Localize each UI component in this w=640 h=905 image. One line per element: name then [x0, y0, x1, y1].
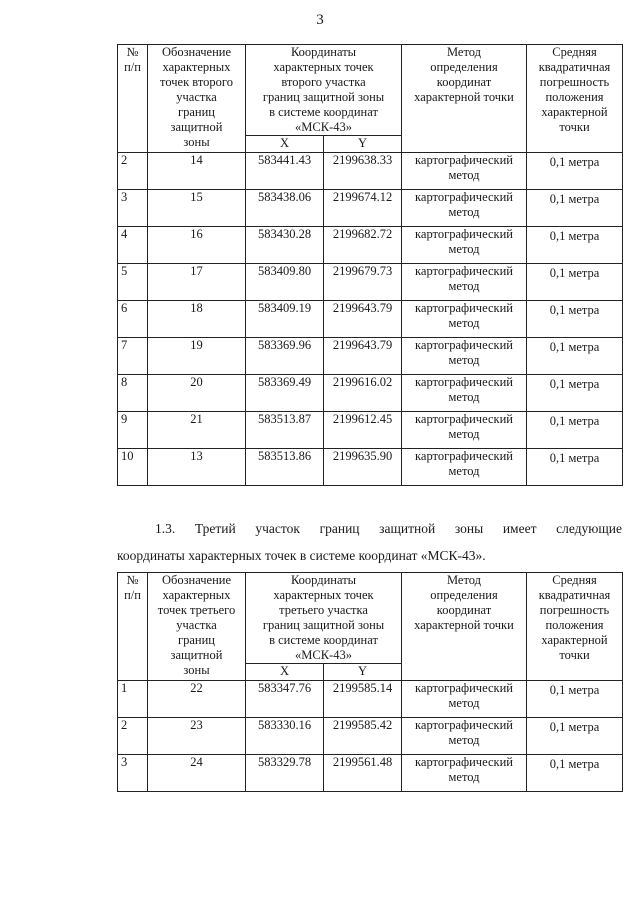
cell-error: 0,1 метра — [527, 338, 623, 375]
cell-y: 2199616.02 — [324, 375, 402, 412]
table-row — [118, 227, 623, 264]
cell-x: 583369.96 — [246, 338, 324, 375]
cell-error: 0,1 метра — [527, 153, 623, 190]
cell-error: 0,1 метра — [527, 755, 623, 792]
cell-x: 583513.86 — [246, 449, 324, 486]
coordinates-table-second-section — [117, 44, 623, 486]
header-designation: Обозначение характерных точек третьего участка границ защитной зоны — [148, 573, 246, 681]
cell-num: 9 — [118, 412, 148, 449]
cell-method: картографический метод — [402, 190, 527, 227]
table-row — [118, 412, 623, 449]
cell-num: 3 — [118, 755, 148, 792]
table-row — [118, 190, 623, 227]
cell-point: 16 — [148, 227, 246, 264]
cell-num: 4 — [118, 227, 148, 264]
cell-point: 24 — [148, 755, 246, 792]
table-row — [118, 264, 623, 301]
cell-y: 2199585.42 — [324, 718, 402, 755]
cell-method: картографический метод — [402, 449, 527, 486]
cell-x: 583513.87 — [246, 412, 324, 449]
cell-x: 583438.06 — [246, 190, 324, 227]
paragraph-line-1: 1.3. Третий участок границ защитной зоны имеет следующие — [155, 521, 622, 536]
cell-point: 19 — [148, 338, 246, 375]
header-x: X — [246, 136, 324, 153]
cell-point: 17 — [148, 264, 246, 301]
table-row — [118, 375, 623, 412]
table-row — [118, 681, 623, 718]
cell-x: 583409.19 — [246, 301, 324, 338]
coordinates-table-third-section — [117, 572, 623, 792]
header-coordinates: Координаты характерных точек второго участка границ защитной зоны в системе координат «МСК-43» — [246, 45, 402, 136]
cell-x: 583430.28 — [246, 227, 324, 264]
cell-y: 2199638.33 — [324, 153, 402, 190]
cell-method: картографический метод — [402, 375, 527, 412]
cell-num: 7 — [118, 338, 148, 375]
table-row — [118, 755, 623, 792]
cell-error: 0,1 метра — [527, 375, 623, 412]
cell-y: 2199682.72 — [324, 227, 402, 264]
header-designation: Обозначение характерных точек второго участка границ защитной зоны — [148, 45, 246, 153]
cell-method: картографический метод — [402, 264, 527, 301]
header-num: № п/п — [118, 45, 148, 153]
header-method: Метод определения координат характерной точки — [402, 45, 527, 153]
cell-y: 2199643.79 — [324, 338, 402, 375]
cell-x: 583409.80 — [246, 264, 324, 301]
header-method: Метод определения координат характерной точки — [402, 573, 527, 681]
cell-num: 1 — [118, 681, 148, 718]
cell-method: картографический метод — [402, 153, 527, 190]
cell-method: картографический метод — [402, 718, 527, 755]
cell-error: 0,1 метра — [527, 681, 623, 718]
cell-method: картографический метод — [402, 338, 527, 375]
page-number: 3 — [316, 12, 324, 28]
cell-num: 2 — [118, 153, 148, 190]
header-coordinates: Координаты характерных точек третьего участка границ защитной зоны в системе координат «МСК-43» — [246, 573, 402, 664]
cell-y: 2199679.73 — [324, 264, 402, 301]
cell-error: 0,1 метра — [527, 264, 623, 301]
table-row — [118, 449, 623, 486]
header-error: Средняя квадратичная погрешность положения характерной точки — [527, 573, 623, 681]
cell-point: 20 — [148, 375, 246, 412]
cell-method: картографический метод — [402, 412, 527, 449]
cell-x: 583330.16 — [246, 718, 324, 755]
header-x: X — [246, 664, 324, 681]
cell-error: 0,1 метра — [527, 412, 623, 449]
header-num: № п/п — [118, 573, 148, 681]
cell-error: 0,1 метра — [527, 227, 623, 264]
cell-num: 3 — [118, 190, 148, 227]
header-y: Y — [324, 664, 402, 681]
cell-method: картографический метод — [402, 681, 527, 718]
cell-y: 2199674.12 — [324, 190, 402, 227]
cell-y: 2199635.90 — [324, 449, 402, 486]
cell-point: 22 — [148, 681, 246, 718]
header-error: Средняя квадратичная погрешность положения характерной точки — [527, 45, 623, 153]
cell-y: 2199612.45 — [324, 412, 402, 449]
cell-point: 14 — [148, 153, 246, 190]
cell-x: 583329.78 — [246, 755, 324, 792]
cell-method: картографический метод — [402, 755, 527, 792]
cell-error: 0,1 метра — [527, 190, 623, 227]
cell-point: 21 — [148, 412, 246, 449]
cell-error: 0,1 метра — [527, 449, 623, 486]
cell-x: 583441.43 — [246, 153, 324, 190]
cell-num: 2 — [118, 718, 148, 755]
paragraph-line-2: координаты характерных точек в системе координат «МСК-43». — [117, 548, 486, 563]
cell-method: картографический метод — [402, 301, 527, 338]
cell-num: 6 — [118, 301, 148, 338]
cell-error: 0,1 метра — [527, 718, 623, 755]
section-paragraph — [117, 515, 622, 569]
cell-method: картографический метод — [402, 227, 527, 264]
cell-point: 13 — [148, 449, 246, 486]
cell-num: 5 — [118, 264, 148, 301]
cell-point: 23 — [148, 718, 246, 755]
table-row — [118, 718, 623, 755]
cell-num: 8 — [118, 375, 148, 412]
table-row — [118, 338, 623, 375]
cell-y: 2199561.48 — [324, 755, 402, 792]
table-row — [118, 301, 623, 338]
cell-x: 583347.76 — [246, 681, 324, 718]
cell-num: 10 — [118, 449, 148, 486]
cell-y: 2199585.14 — [324, 681, 402, 718]
cell-x: 583369.49 — [246, 375, 324, 412]
table-row — [118, 153, 623, 190]
cell-point: 18 — [148, 301, 246, 338]
cell-y: 2199643.79 — [324, 301, 402, 338]
cell-point: 15 — [148, 190, 246, 227]
header-y: Y — [324, 136, 402, 153]
cell-error: 0,1 метра — [527, 301, 623, 338]
